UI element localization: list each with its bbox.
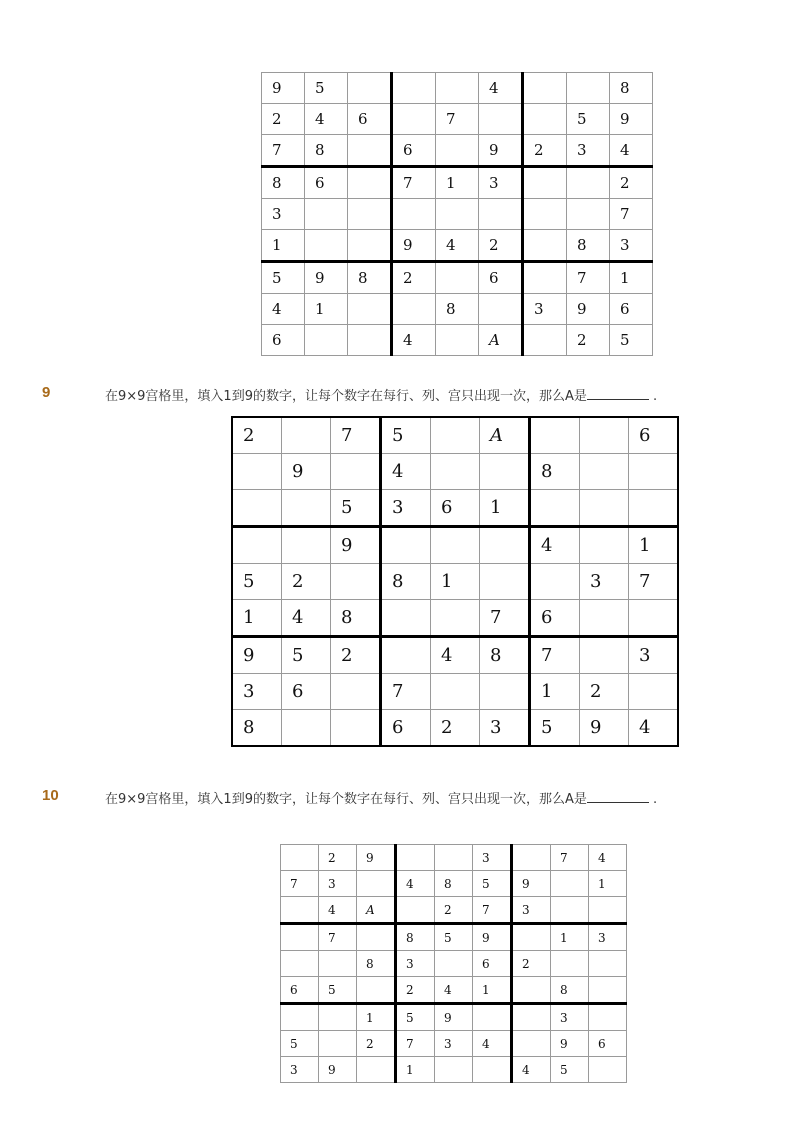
sudoku-cell: 3	[567, 135, 610, 167]
sudoku-cell: 5	[232, 564, 282, 600]
sudoku-cell	[232, 490, 282, 527]
sudoku-cell	[357, 977, 396, 1004]
sudoku-cell	[357, 1057, 396, 1083]
sudoku-cell	[589, 1004, 627, 1031]
sudoku-cell: 5	[435, 924, 473, 951]
sudoku-cell: 2	[282, 564, 331, 600]
sudoku-cell	[479, 104, 523, 135]
sudoku-cell	[530, 564, 580, 600]
sudoku-cell	[523, 104, 567, 135]
sudoku-cell: 1	[436, 167, 479, 199]
sudoku-cell: 8	[232, 710, 282, 747]
sudoku-cell: 7	[551, 845, 589, 871]
sudoku-cell	[589, 977, 627, 1004]
sudoku-cell: 2	[435, 897, 473, 924]
sudoku-cell: 7	[530, 637, 580, 674]
sudoku-cell	[392, 104, 436, 135]
sudoku-cell	[512, 924, 551, 951]
sudoku-cell: 5	[319, 977, 357, 1004]
sudoku-row	[262, 73, 653, 104]
sudoku-row	[262, 135, 653, 167]
sudoku-cell: 3	[381, 490, 431, 527]
sudoku-cell: 5	[551, 1057, 589, 1083]
sudoku-cell: 3	[479, 167, 523, 199]
sudoku-cell	[357, 871, 396, 897]
sudoku-cell	[580, 637, 629, 674]
question-end: .	[653, 389, 658, 404]
sudoku-cell: 3	[473, 845, 512, 871]
sudoku-cell: 2	[580, 674, 629, 710]
sudoku-cell: 4	[435, 977, 473, 1004]
sudoku-row	[262, 199, 653, 230]
sudoku-cell: 6	[282, 674, 331, 710]
sudoku-cell	[512, 977, 551, 1004]
sudoku-cell: 1	[629, 527, 679, 564]
sudoku-cell	[629, 674, 679, 710]
sudoku-cell: 1	[232, 600, 282, 637]
sudoku-cell: 9	[479, 135, 523, 167]
sudoku-cell: 9	[610, 104, 653, 135]
sudoku-cell: 2	[232, 417, 282, 454]
sudoku-cell: 9	[580, 710, 629, 747]
sudoku-cell: 9	[357, 845, 396, 871]
question-end: .	[653, 792, 658, 807]
sudoku-cell: 3	[480, 710, 530, 747]
sudoku-cell	[629, 600, 679, 637]
sudoku-cell: 3	[281, 1057, 319, 1083]
sudoku-cell: 9	[392, 230, 436, 262]
sudoku-cell	[331, 564, 381, 600]
sudoku-cell	[305, 230, 348, 262]
sudoku-cell	[523, 325, 567, 356]
sudoku-cell: 1	[589, 871, 627, 897]
sudoku-cell: A	[479, 325, 523, 356]
sudoku-cell: 7	[396, 1031, 435, 1057]
sudoku-cell	[530, 490, 580, 527]
sudoku-cell	[629, 454, 679, 490]
sudoku-cell	[392, 199, 436, 230]
sudoku-cell: 2	[357, 1031, 396, 1057]
sudoku-cell: 2	[479, 230, 523, 262]
sudoku-cell	[431, 674, 480, 710]
sudoku-cell: 8	[435, 871, 473, 897]
question-prompt: 在9×9宫格里，填入1到9的数字，让每个数字在每行、列、宫只出现一次，那么A是	[105, 389, 587, 404]
sudoku-cell	[512, 1031, 551, 1057]
sudoku-cell	[436, 325, 479, 356]
sudoku-cell: 3	[610, 230, 653, 262]
sudoku-cell: 9	[567, 294, 610, 325]
sudoku-cell: 9	[331, 527, 381, 564]
question-text	[105, 385, 657, 404]
sudoku-cell: 9	[473, 924, 512, 951]
sudoku-cell	[567, 167, 610, 199]
sudoku-cell: 2	[262, 104, 305, 135]
sudoku-cell: 1	[473, 977, 512, 1004]
sudoku-row	[232, 417, 678, 454]
sudoku-cell	[473, 1057, 512, 1083]
sudoku-cell: 1	[431, 564, 480, 600]
sudoku-cell: 3	[396, 951, 435, 977]
sudoku-cell: 8	[305, 135, 348, 167]
sudoku-cell: 5	[282, 637, 331, 674]
sudoku-row	[281, 897, 627, 924]
sudoku-cell: A	[357, 897, 396, 924]
sudoku-cell	[567, 73, 610, 104]
sudoku-cell	[523, 230, 567, 262]
sudoku-cell: 5	[610, 325, 653, 356]
sudoku-cell: 6	[589, 1031, 627, 1057]
question-text	[105, 788, 657, 807]
sudoku-cell	[480, 454, 530, 490]
sudoku-cell: 1	[305, 294, 348, 325]
sudoku-cell	[435, 951, 473, 977]
sudoku-grid-question-9	[231, 416, 679, 747]
sudoku-cell	[523, 262, 567, 294]
sudoku-cell: 4	[305, 104, 348, 135]
sudoku-cell: 6	[610, 294, 653, 325]
answer-blank	[587, 388, 649, 400]
sudoku-row	[281, 1004, 627, 1031]
sudoku-cell: 8	[396, 924, 435, 951]
sudoku-grid-top	[261, 72, 653, 356]
sudoku-cell: 3	[232, 674, 282, 710]
sudoku-cell: 6	[530, 600, 580, 637]
sudoku-cell	[319, 1004, 357, 1031]
sudoku-row	[232, 674, 678, 710]
sudoku-cell: 5	[396, 1004, 435, 1031]
sudoku-row	[232, 454, 678, 490]
sudoku-cell: 5	[473, 871, 512, 897]
sudoku-cell: A	[480, 417, 530, 454]
sudoku-cell	[512, 1004, 551, 1031]
sudoku-row	[232, 600, 678, 637]
question-number: 10	[42, 787, 59, 804]
sudoku-cell: 5	[262, 262, 305, 294]
sudoku-cell: 9	[435, 1004, 473, 1031]
sudoku-cell	[431, 600, 480, 637]
sudoku-cell: 1	[551, 924, 589, 951]
sudoku-cell	[567, 199, 610, 230]
sudoku-cell: 6	[262, 325, 305, 356]
sudoku-cell	[530, 417, 580, 454]
sudoku-cell	[629, 490, 679, 527]
sudoku-cell: 4	[473, 1031, 512, 1057]
sudoku-cell: 6	[305, 167, 348, 199]
sudoku-cell: 7	[319, 924, 357, 951]
sudoku-cell: 6	[431, 490, 480, 527]
sudoku-cell: 7	[331, 417, 381, 454]
sudoku-row	[262, 294, 653, 325]
sudoku-cell	[589, 1057, 627, 1083]
sudoku-cell: 1	[357, 1004, 396, 1031]
sudoku-row	[262, 325, 653, 356]
sudoku-cell: 3	[589, 924, 627, 951]
sudoku-cell	[435, 845, 473, 871]
sudoku-cell: 8	[262, 167, 305, 199]
sudoku-cell: 9	[305, 262, 348, 294]
sudoku-cell: 8	[381, 564, 431, 600]
sudoku-cell: 8	[357, 951, 396, 977]
sudoku-cell	[281, 897, 319, 924]
sudoku-row	[262, 167, 653, 199]
sudoku-cell	[232, 527, 282, 564]
sudoku-cell	[431, 417, 480, 454]
sudoku-cell: 4	[610, 135, 653, 167]
sudoku-cell	[348, 199, 392, 230]
sudoku-cell: 2	[523, 135, 567, 167]
sudoku-cell: 8	[348, 262, 392, 294]
sudoku-cell	[480, 674, 530, 710]
sudoku-row	[232, 527, 678, 564]
sudoku-cell: 5	[567, 104, 610, 135]
sudoku-cell: 1	[262, 230, 305, 262]
sudoku-cell: 7	[392, 167, 436, 199]
sudoku-cell	[331, 454, 381, 490]
sudoku-cell: 6	[392, 135, 436, 167]
sudoku-cell	[523, 167, 567, 199]
sudoku-cell: 4	[436, 230, 479, 262]
sudoku-cell: 6	[348, 104, 392, 135]
sudoku-cell: 5	[331, 490, 381, 527]
sudoku-cell	[281, 1004, 319, 1031]
sudoku-cell: 3	[523, 294, 567, 325]
sudoku-cell	[381, 600, 431, 637]
sudoku-row	[262, 262, 653, 294]
sudoku-cell	[589, 951, 627, 977]
sudoku-row	[262, 230, 653, 262]
sudoku-cell: 4	[589, 845, 627, 871]
sudoku-cell	[551, 951, 589, 977]
sudoku-cell: 8	[530, 454, 580, 490]
sudoku-cell	[305, 325, 348, 356]
sudoku-cell	[392, 73, 436, 104]
sudoku-cell: 9	[319, 1057, 357, 1083]
sudoku-cell	[331, 674, 381, 710]
sudoku-row	[262, 104, 653, 135]
sudoku-cell	[431, 527, 480, 564]
sudoku-cell: 6	[629, 417, 679, 454]
sudoku-cell	[348, 325, 392, 356]
sudoku-cell	[436, 199, 479, 230]
sudoku-cell: 4	[479, 73, 523, 104]
sudoku-cell	[580, 454, 629, 490]
sudoku-cell	[580, 417, 629, 454]
sudoku-cell	[319, 1031, 357, 1057]
sudoku-cell	[479, 294, 523, 325]
sudoku-cell	[435, 1057, 473, 1083]
sudoku-cell	[436, 73, 479, 104]
sudoku-row	[232, 490, 678, 527]
sudoku-cell	[281, 845, 319, 871]
sudoku-cell: 2	[331, 637, 381, 674]
sudoku-row	[232, 710, 678, 747]
sudoku-cell: 4	[629, 710, 679, 747]
sudoku-cell	[589, 897, 627, 924]
sudoku-cell: 7	[629, 564, 679, 600]
sudoku-cell	[305, 199, 348, 230]
sudoku-row	[232, 637, 678, 674]
sudoku-cell: 7	[281, 871, 319, 897]
question-prompt: 在9×9宫格里，填入1到9的数字，让每个数字在每行、列、宫只出现一次，那么A是	[105, 792, 587, 807]
sudoku-cell	[281, 924, 319, 951]
sudoku-cell: 4	[530, 527, 580, 564]
sudoku-cell	[232, 454, 282, 490]
sudoku-cell	[512, 845, 551, 871]
sudoku-cell: 6	[473, 951, 512, 977]
sudoku-cell	[479, 199, 523, 230]
sudoku-grid-question-10	[280, 844, 627, 1083]
sudoku-cell: 9	[551, 1031, 589, 1057]
sudoku-cell	[580, 600, 629, 637]
sudoku-row	[281, 924, 627, 951]
sudoku-cell	[348, 167, 392, 199]
sudoku-cell	[348, 230, 392, 262]
sudoku-cell: 4	[512, 1057, 551, 1083]
sudoku-cell: 9	[282, 454, 331, 490]
sudoku-cell: 4	[396, 871, 435, 897]
question-number: 9	[42, 384, 51, 401]
sudoku-row	[281, 1031, 627, 1057]
sudoku-cell: 2	[567, 325, 610, 356]
sudoku-cell: 5	[281, 1031, 319, 1057]
sudoku-cell: 6	[479, 262, 523, 294]
sudoku-cell: 7	[381, 674, 431, 710]
sudoku-cell	[282, 417, 331, 454]
sudoku-cell: 1	[396, 1057, 435, 1083]
sudoku-cell	[480, 564, 530, 600]
sudoku-cell: 4	[431, 637, 480, 674]
sudoku-cell: 3	[580, 564, 629, 600]
sudoku-cell	[523, 73, 567, 104]
sudoku-row	[281, 951, 627, 977]
sudoku-cell	[282, 710, 331, 747]
sudoku-cell: 4	[392, 325, 436, 356]
sudoku-cell	[436, 262, 479, 294]
sudoku-cell: 3	[435, 1031, 473, 1057]
sudoku-cell	[392, 294, 436, 325]
sudoku-cell	[319, 951, 357, 977]
sudoku-cell: 7	[473, 897, 512, 924]
sudoku-cell	[396, 897, 435, 924]
sudoku-cell	[381, 637, 431, 674]
sudoku-cell: 3	[262, 199, 305, 230]
sudoku-cell: 5	[305, 73, 348, 104]
sudoku-cell	[281, 951, 319, 977]
sudoku-cell: 6	[381, 710, 431, 747]
sudoku-cell	[348, 135, 392, 167]
sudoku-cell: 8	[610, 73, 653, 104]
sudoku-cell: 2	[319, 845, 357, 871]
sudoku-cell: 7	[262, 135, 305, 167]
sudoku-cell	[436, 135, 479, 167]
sudoku-cell	[331, 710, 381, 747]
sudoku-cell	[551, 871, 589, 897]
sudoku-cell: 7	[480, 600, 530, 637]
answer-blank	[587, 791, 649, 803]
sudoku-cell: 4	[282, 600, 331, 637]
sudoku-cell: 3	[629, 637, 679, 674]
sudoku-cell: 7	[436, 104, 479, 135]
sudoku-cell: 5	[530, 710, 580, 747]
sudoku-cell: 2	[431, 710, 480, 747]
sudoku-cell	[348, 294, 392, 325]
sudoku-cell: 4	[319, 897, 357, 924]
sudoku-cell	[396, 845, 435, 871]
sudoku-cell: 4	[381, 454, 431, 490]
sudoku-cell	[282, 527, 331, 564]
sudoku-cell: 8	[567, 230, 610, 262]
sudoku-cell	[431, 454, 480, 490]
sudoku-row	[281, 1057, 627, 1083]
sudoku-row	[281, 977, 627, 1004]
sudoku-cell: 1	[530, 674, 580, 710]
sudoku-cell	[357, 924, 396, 951]
sudoku-row	[281, 871, 627, 897]
sudoku-cell: 2	[396, 977, 435, 1004]
sudoku-cell: 3	[551, 1004, 589, 1031]
sudoku-cell: 8	[480, 637, 530, 674]
sudoku-cell: 9	[262, 73, 305, 104]
sudoku-cell: 3	[512, 897, 551, 924]
sudoku-row	[232, 564, 678, 600]
sudoku-cell: 9	[232, 637, 282, 674]
sudoku-cell: 3	[319, 871, 357, 897]
sudoku-cell	[523, 199, 567, 230]
sudoku-cell	[551, 897, 589, 924]
sudoku-cell	[473, 1004, 512, 1031]
sudoku-cell: 6	[281, 977, 319, 1004]
sudoku-cell: 8	[551, 977, 589, 1004]
sudoku-cell: 1	[610, 262, 653, 294]
sudoku-cell: 9	[512, 871, 551, 897]
sudoku-cell	[580, 490, 629, 527]
sudoku-cell: 7	[610, 199, 653, 230]
sudoku-cell	[348, 73, 392, 104]
sudoku-cell: 1	[480, 490, 530, 527]
sudoku-cell: 2	[512, 951, 551, 977]
sudoku-cell	[381, 527, 431, 564]
sudoku-cell: 8	[331, 600, 381, 637]
sudoku-cell	[580, 527, 629, 564]
sudoku-cell	[282, 490, 331, 527]
sudoku-cell: 7	[567, 262, 610, 294]
sudoku-cell: 2	[610, 167, 653, 199]
sudoku-cell: 4	[262, 294, 305, 325]
sudoku-row	[281, 845, 627, 871]
sudoku-cell	[480, 527, 530, 564]
sudoku-cell: 8	[436, 294, 479, 325]
sudoku-cell: 5	[381, 417, 431, 454]
sudoku-cell: 2	[392, 262, 436, 294]
